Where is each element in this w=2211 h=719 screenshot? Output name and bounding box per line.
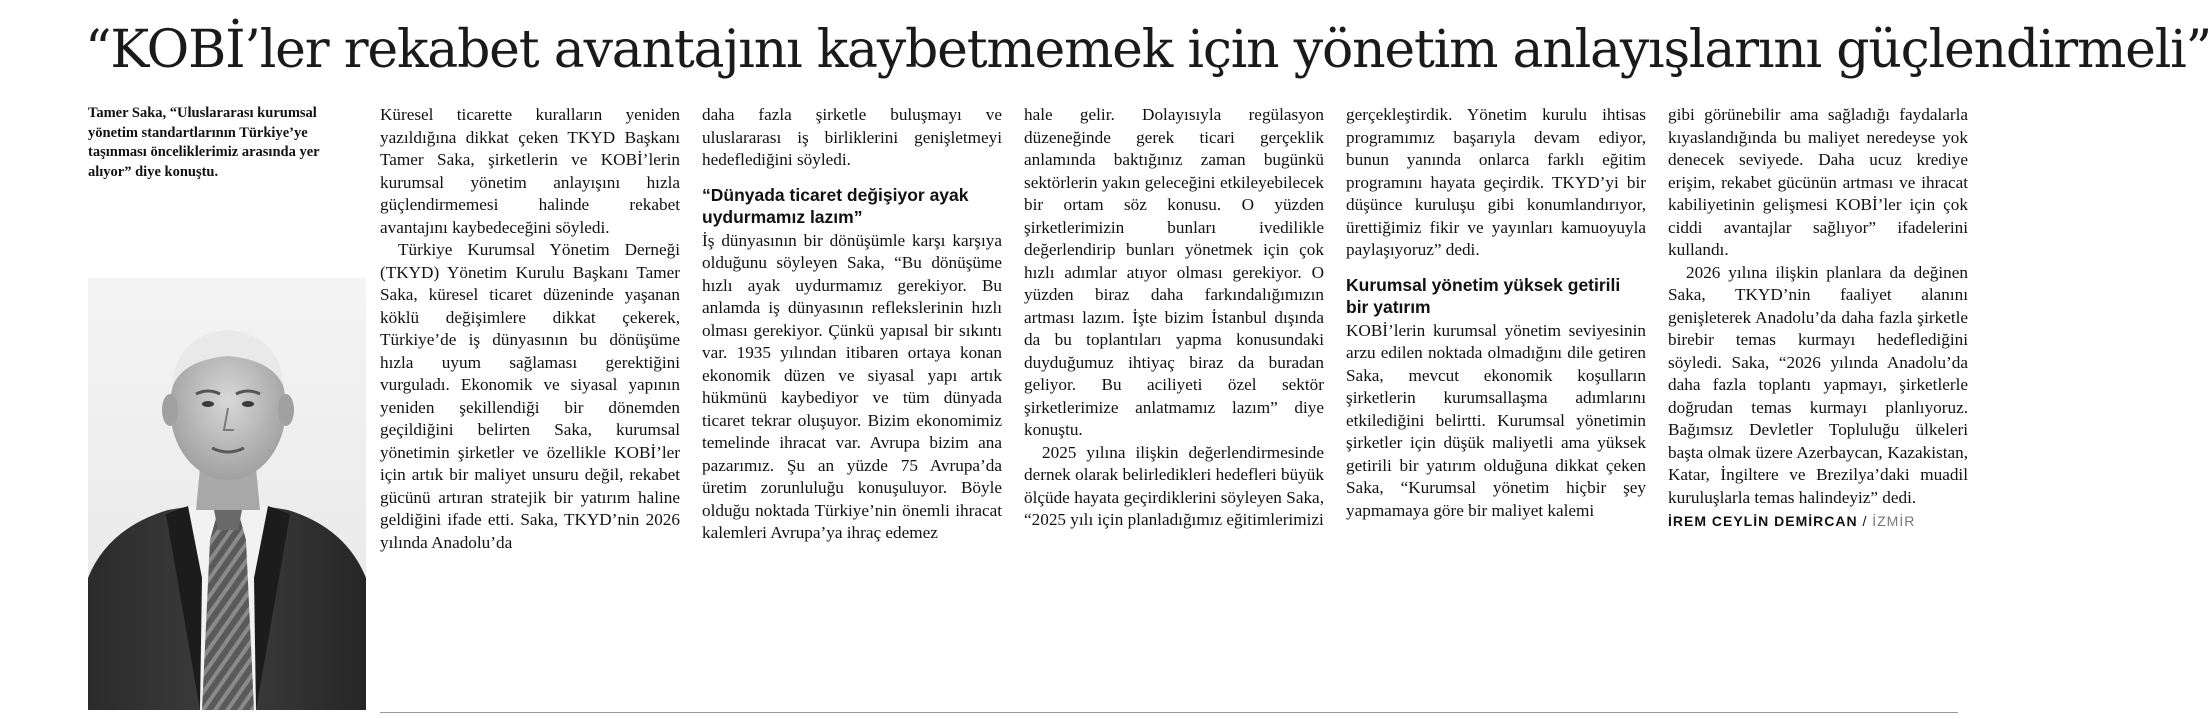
paragraph: 2026 yılına ilişkin planlara da değinen Saka, TKYD’nin faaliyet alanını genişleterek Anadolu’da daha fazla şirketle birebir temas kurmayı hedeflediğini söyledi. Saka, “2026 yılında Anadolu’da daha fazla toplantı yapmayı, şirketlerle doğrudan temas kurmayı planlıyoruz. Bağımsız Devletler Topluluğu ülkeleri başta olmak üzere Azerbaycan, Kazakistan, Katar, İngiltere ve Brezilya’daki muadil kuruluşlarla temas halindeyiz” dedi. [1668, 262, 1968, 507]
paragraph: daha fazla şirketle buluşmayı ve uluslararası iş birliklerini genişletmeyi hedeflediğini söyledi. [702, 105, 1002, 169]
paragraph: Türkiye Kurumsal Yönetim Derneği (TKYD) Yönetim Kurulu Başkanı Tamer Saka, küresel ticaret düzeninde yaşanan köklü değişimlere dikkat çekerek, Türkiye’de iş dünyasının bu dönüşüme hızla uyum sağlaması gerektiğini vurguladı. Ekonomik ve siyasal yapının yeniden şekillendiği bir dönemden geçildiğini belirten Saka, kurumsal yönetimin şirketler ve özellikle KOBİ’ler için artık bir maliyet unsuru değil, rekabet gücünü artıran stratejik bir yatırım haline geldiğini ifade etti. Saka, TKYD’nin 2026 yılında Anadolu’da [380, 240, 680, 552]
subheading: “Dünyada ticaret değişiyor ayak uydurmamız lazım” [702, 184, 969, 227]
paragraph: KOBİ’lerin kurumsal yönetim seviyesinin arzu edilen noktada olmadığını dile getiren Saka, mevcut ekonomik koşulların şirketlerin kurumsallaşma adımlarını etkilediğini belirtti. Kurumsal yönetimin şirketler için düşük maliyetli ama yüksek getirili bir yatırım olduğuna dikkat çeken Saka, “Kurumsal yönetim hiçbir şey yapmamaya göre bir maliyet kalemi [1346, 320, 1646, 520]
headline: “KOBİ’ler rekabet avantajını kaybetmemek için yönetim anlayışlarını güçlendirmeli” [85, 20, 2211, 80]
bottom-rule [380, 712, 1958, 713]
byline-separator: / [1857, 513, 1873, 529]
article-column-5 [1668, 104, 1968, 533]
paragraph: İş dünyasının bir dönüşümle karşı karşıya olduğunu söyleyen Saka, “Bu dönüşüme hızlı ayak uydurmamız gerekiyor. Bu anlamda iş dünyasının reflekslerinin hızlı olması gerekiyor. Çünkü yapısal bir sıkıntı var. 1935 yılından itibaren ortaya konan ekonomik düzen ve siyasal yapı artık hükmünü kaybediyor ve tüm dünyada ticaret tekrar oluşuyor. Bizim ekonomimiz temelinde ihracat var. Avrupa bizim ana pazarımız. Şu an yüzde 75 Avrupa’da üretim zorunluluğu konuşuluyor. Böyle olduğu noktada Türkiye’nin önemli ihracat kalemleri Avrupa’ya ihraç edemez [702, 230, 1002, 542]
byline-city: İZMİR [1872, 513, 1916, 529]
article-column-3 [1024, 104, 1324, 532]
paragraph: hale gelir. Dolayısıyla regülasyon düzeneğinde gerek ticari gerçeklik anlamında baktığınız zaman bugünkü sektörlerin yakın geleceğini etkileyebilecek bir ortam söz konusu. O yüzden şirketlerimizin bunları ivedilikle değerlendirip bunları yönetmek için çok hızlı adımlar atıyor olması gerekiyor. O yüzden biraz daha farkındalığımızın artması lazım. İşte bizim İstanbul dışında da bu toplantıları yapma konusundaki duyduğumuz ihtiyaç biraz da buradan geliyor. Bu aciliyeti özel sektör şirketlerimize anlatmamız lazım” diye konuştu. [1024, 105, 1324, 439]
byline-author: İREM CEYLİN DEMİRCAN [1668, 513, 1858, 529]
paragraph: Küresel ticarette kuralların yeniden yazıldığına dikkat çeken TKYD Başkanı Tamer Saka, şirketlerin ve KOBİ’lerin kurumsal yönetim anlayışını hızla güçlendirmemesi halinde rekabet avantajını kaybedeceğini söyledi. [380, 105, 680, 237]
article-column-1 [380, 104, 680, 554]
paragraph: 2025 yılına ilişkin değerlendirmesinde dernek olarak belirledikleri hedefleri büyük ölçüde hayata geçirdiklerini söyleyen Saka, “2025 yılı için planladığımız eğitimlerimizi [1024, 442, 1324, 529]
portrait-photo [88, 278, 366, 710]
article-column-2 [702, 104, 1002, 545]
article-column-4 [1346, 104, 1646, 522]
byline [1668, 510, 1968, 533]
paragraph: gibi görünebilir ama sağladığı faydalarla kıyaslandığında bu maliyet neredeyse yok denecek seviyede. Daha ucuz krediye erişim, rekabet gücünün artması ve ihracat kabiliyetinin gelişmesi KOBİ’ler için çok ciddi avantajlar sağlıyor” ifadelerini kullandı. [1668, 105, 1968, 259]
subheading: Kurumsal yönetim yüksek getirili bir yatırım [1346, 274, 1621, 317]
paragraph: gerçekleştirdik. Yönetim kurulu ihtisas programımız başarıyla devam ediyor, bunun yanında onlarca farklı eğitim programını hayata geçirdik. TKYD’yi bir düşünce kuruluşu gibi konumlandırıyor, ürettiğimiz fikir ve yayınları kamuoyuyla paylaşıyoruz” dedi. [1346, 105, 1646, 259]
photo-caption: Tamer Saka, “Uluslararası kurumsal yönetim standartlarının Türkiye’ye taşınması önceliklerimiz arasında yer alıyor” diye konuştu. [88, 105, 320, 180]
